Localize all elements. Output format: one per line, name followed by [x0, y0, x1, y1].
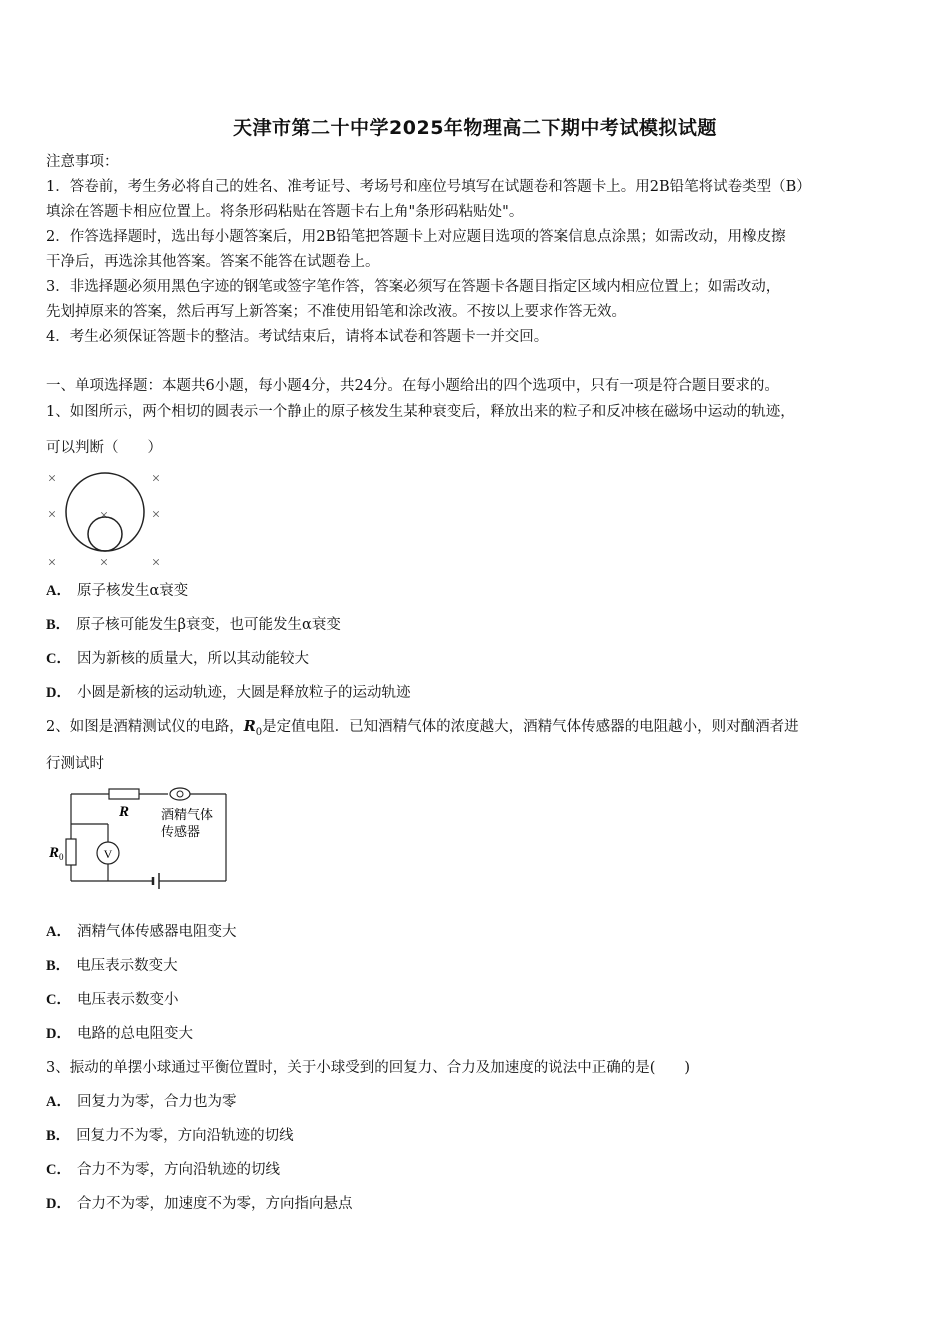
resistor-r: [109, 789, 139, 799]
notice-line: 填涂在答题卡相应位置上。将条形码粘贴在答题卡右上角"条形码粘贴处"。: [46, 204, 524, 220]
q3-option-b: B． 回复力不为零，方向沿轨迹的切线: [46, 1128, 294, 1144]
resistor-r0: [66, 839, 76, 865]
notice-line: 2．作答选择题时，选出每小题答案后，用2B铅笔把答题卡上对应题目选项的答案信息点涂黑；如需改动，用橡皮擦: [46, 229, 786, 245]
field-mark: ×: [47, 471, 57, 487]
notice-line: 先划掉原来的答案，然后再写上新答案；不准使用铅笔和涂改液。不按以上要求作答无效。: [46, 304, 626, 320]
q2-figure-circuit: [46, 784, 236, 894]
page-title: 天津市第二十中学2025年物理高二下期中考试模拟试题: [233, 117, 717, 139]
q2-stem: 2、如图是酒精测试仪的电路，$R_0$是定值电阻．已知酒精气体的浓度越大，酒精气体传感器的电阻越小，则对酗酒者进: [46, 718, 799, 738]
q3-option-d: D． 合力不为零，加速度不为零，方向指向悬点: [46, 1196, 353, 1212]
field-mark: ×: [151, 507, 161, 523]
field-mark: ×: [99, 555, 109, 571]
q2-stem-cont: 行测试时: [46, 756, 104, 772]
notice-line: 1．答卷前，考生务必将自己的姓名、准考证号、考场号和座位号填写在试题卷和答题卡上。用2B铅笔将试卷类型（B）: [46, 179, 811, 195]
voltmeter-label: V: [103, 847, 113, 861]
q1-stem: 1、如图所示，两个相切的圆表示一个静止的原子核发生某种衰变后，释放出来的粒子和反冲核在磁场中运动的轨迹，: [46, 404, 795, 420]
alcohol-sensor: [170, 788, 190, 800]
q3-option-a: A． 回复力为零，合力也为零: [46, 1094, 237, 1110]
field-mark: ×: [99, 508, 109, 524]
q1-option-a: A． 原子核发生α衰变: [46, 583, 189, 599]
q1-stem-cont: 可以判断（ ）: [46, 440, 162, 456]
q1-option-d: D． 小圆是新核的运动轨迹，大圆是释放粒子的运动轨迹: [46, 685, 411, 701]
q2-option-d: D． 电路的总电阻变大: [46, 1026, 193, 1042]
resistor-r0-subscript: 0: [59, 852, 64, 862]
q1-figure-magnetic-field: [40, 464, 170, 574]
q2-option-a: A． 酒精气体传感器电阻变大: [46, 924, 237, 940]
resistor-r0-label: R: [49, 845, 60, 861]
q3-stem: 3、振动的单摆小球通过平衡位置时，关于小球受到的回复力、合力及加速度的说法中正确的是( ): [46, 1060, 691, 1076]
field-mark: ×: [47, 555, 57, 571]
q2-option-b: B． 电压表示数变大: [46, 958, 178, 974]
sensor-label-line2: 传感器: [161, 824, 201, 839]
notice-line: 干净后，再选涂其他答案。答案不能答在试题卷上。: [46, 254, 380, 270]
q3-option-c: C． 合力不为零，方向沿轨迹的切线: [46, 1162, 280, 1178]
section-heading: 一、单项选择题：本题共6小题，每小题4分，共24分。在每小题给出的四个选项中，只有一项是符合题目要求的。: [46, 378, 779, 394]
q2-option-c: C． 电压表示数变小: [46, 992, 179, 1008]
q1-option-b: B． 原子核可能发生β衰变，也可能发生α衰变: [46, 617, 341, 633]
field-mark: ×: [151, 555, 161, 571]
resistor-r-label: R: [118, 804, 130, 820]
field-mark: ×: [47, 507, 57, 523]
field-mark: ×: [151, 471, 161, 487]
sensor-label-line1: 酒精气体: [161, 807, 214, 822]
notice-line: 4．考生必须保证答题卡的整洁。考试结束后，请将本试卷和答题卡一并交回。: [46, 329, 549, 345]
notice-line: 3．非选择题必须用黑色字迹的钢笔或签字笔作答，答案必须写在答题卡各题目指定区域内相应位置上；如需改动，: [46, 279, 781, 295]
q1-option-c: C． 因为新核的质量大，所以其动能较大: [46, 651, 309, 667]
notice-heading: 注意事项：: [46, 154, 119, 170]
